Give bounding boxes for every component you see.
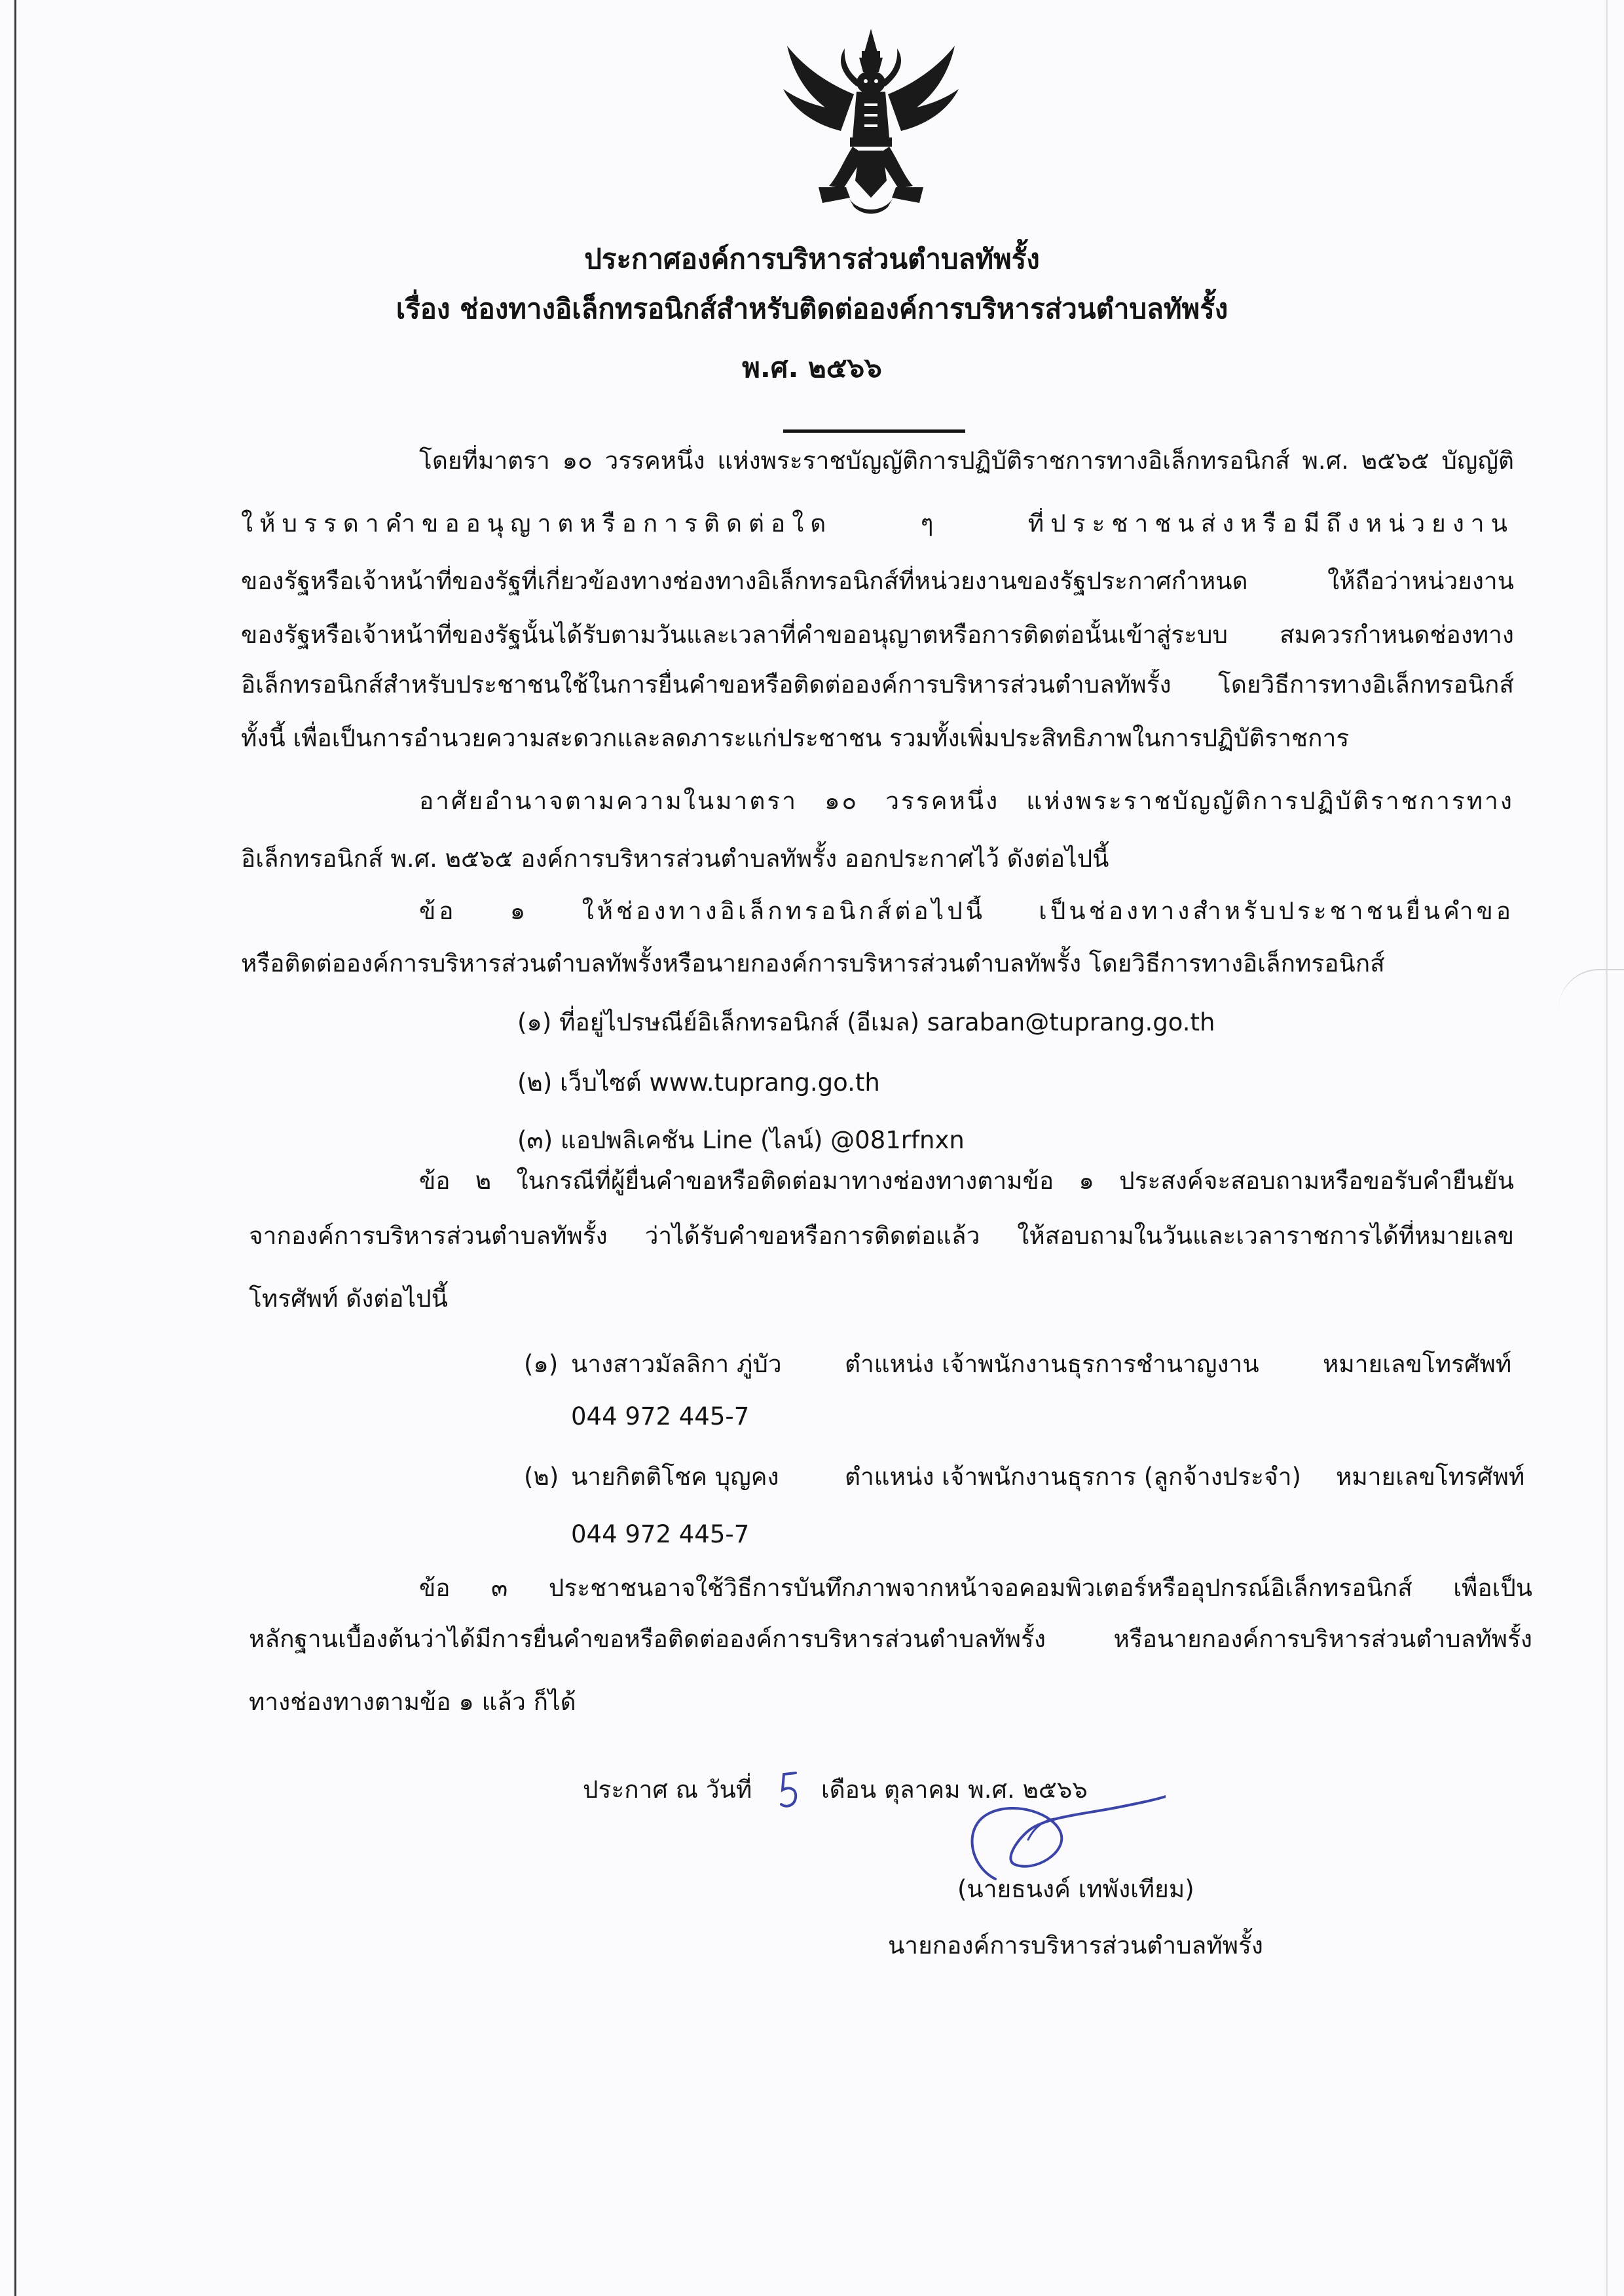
channel-website: (๒) เว็บไซต์ www.tuprang.go.th <box>517 1068 880 1097</box>
announcement-title: ประกาศองค์การบริหารส่วนตำบลทัพรั้ง <box>584 243 1040 275</box>
header-divider <box>783 429 965 433</box>
contact-2-name: นายกิตติโชค บุญคง <box>571 1463 779 1491</box>
clause-1-line-1: ข้อ ๑ ให้ช่องทางอิเล็กทรอนิกส์ต่อไปนี้ เป็นช่องทางสำหรับประชาชนยื่นคำขอ <box>419 897 1514 925</box>
channel-line: (๓) แอปพลิเคชัน Line (ไลน์) @081rfnxn <box>517 1126 965 1154</box>
announce-date-prefix: ประกาศ ณ วันที่ <box>583 1776 752 1804</box>
scan-edge-right <box>1606 0 1608 2296</box>
handwritten-day <box>776 1768 802 1813</box>
contact-1-position: ตำแหน่ง เจ้าพนักงานธุรการชำนาญงาน <box>845 1350 1259 1378</box>
channel-email: (๑) ที่อยู่ไปรษณีย์อิเล็กทรอนิกส์ (อีเมล) saraban@tuprang.go.th <box>517 1008 1215 1036</box>
preamble-line-1: โดยที่มาตรา ๑๐ วรรคหนึ่ง แห่งพระราชบัญญัติการปฏิบัติราชการทางอิเล็กทรอนิกส์ พ.ศ. ๒๕๖๕ บัญญัติ <box>419 446 1514 475</box>
signer-title: นายกองค์การบริหารส่วนตำบลทัพรั้ง <box>888 1931 1263 1959</box>
announce-date-suffix: เดือน ตุลาคม พ.ศ. ๒๕๖๖ <box>821 1776 1088 1804</box>
contact-1-phone: 044 972 445-7 <box>571 1402 750 1430</box>
preamble-line-5: อิเล็กทรอนิกส์สำหรับประชาชนใช้ในการยื่นคำขอหรือติดต่อองค์การบริหารส่วนตำบลทัพรั้ง โดยวิธีการทางอิเล็กทรอนิกส์ <box>241 670 1514 699</box>
contact-1-number: (๑) <box>524 1350 559 1378</box>
contact-1-name: นางสาวมัลลิกา ภู่บัว <box>571 1350 782 1378</box>
clause-2-line-2: จากองค์การบริหารส่วนตำบลทัพรั้ง ว่าได้รับคำขอหรือการติดต่อแล้ว ให้สอบถามในวันและเวลาราชการได้ที่หมายเลข <box>249 1222 1514 1250</box>
clause-3-line-1: ข้อ ๓ ประชาชนอาจใช้วิธีการบันทึกภาพจากหน้าจอคอมพิวเตอร์หรืออุปกรณ์อิเล็กทรอนิกส์ เพื่อเป็น <box>419 1574 1532 1602</box>
garuda-emblem-icon <box>773 26 969 216</box>
clause-2-line-1: ข้อ ๒ ในกรณีที่ผู้ยื่นคำขอหรือติดต่อมาทางช่องทางตามข้อ ๑ ประสงค์จะสอบถามหรือขอรับคำยืนยัน <box>419 1167 1514 1195</box>
clause-1-line-2: หรือติดต่อองค์การบริหารส่วนตำบลทัพรั้งหรือนายกองค์การบริหารส่วนตำบลทัพรั้ง โดยวิธีการทางอิเล็กทรอนิกส์ <box>241 949 1385 977</box>
preamble-line-3: ของรัฐหรือเจ้าหน้าที่ของรัฐที่เกี่ยวข้องทางช่องทางอิเล็กทรอนิกส์ที่หน่วยงานของรัฐประกาศกำหนด ให้ถือว่าหน่วยงาน <box>241 567 1514 595</box>
scan-edge-left <box>14 0 16 2296</box>
signature-icon <box>956 1787 1166 1886</box>
signer-name: (นายธนงค์ เทพังเทียม) <box>957 1875 1194 1903</box>
page-fold-mark <box>1559 969 1624 1010</box>
contact-1-phone-label: หมายเลขโทรศัพท์ <box>1323 1350 1512 1378</box>
clause-3-line-2: หลักฐานเบื้องต้นว่าได้มีการยื่นคำขอหรือติดต่อองค์การบริหารส่วนตำบลทัพรั้ง หรือนายกองค์การบริหารส่วนตำบลทัพรั้ง <box>249 1625 1532 1653</box>
preamble-line-6: ทั้งนี้ เพื่อเป็นการอำนวยความสะดวกและลดภาระแก่ประชาชน รวมทั้งเพิ่มประสิทธิภาพในการปฏิบัติราชการ <box>241 724 1350 752</box>
authority-line-1: อาศัยอำนาจตามความในมาตรา ๑๐ วรรคหนึ่ง แห่งพระราชบัญญัติการปฏิบัติราชการทาง <box>419 787 1514 815</box>
preamble-line-2: ให้บรรดาคำขออนุญาตหรือการติดต่อใด ๆ ที่ประชาชนส่งหรือมีถึงหน่วยงาน <box>241 509 1514 538</box>
clause-2-line-3: โทรศัพท์ ดังต่อไปนี้ <box>249 1285 448 1313</box>
contact-2-position: ตำแหน่ง เจ้าพนักงานธุรการ (ลูกจ้างประจำ) <box>845 1463 1301 1491</box>
contact-2-phone-label: หมายเลขโทรศัพท์ <box>1336 1463 1525 1491</box>
clause-3-line-3: ทางช่องทางตามข้อ ๑ แล้ว ก็ได้ <box>249 1688 576 1716</box>
preamble-line-4: ของรัฐหรือเจ้าหน้าที่ของรัฐนั้นได้รับตามวันและเวลาที่คำขออนุญาตหรือการติดต่อนั้นเข้าสู่ระบบ สมควรกำหนดช่องทาง <box>241 621 1514 649</box>
announcement-year: พ.ศ. ๒๕๖๖ <box>742 352 882 384</box>
contact-2-phone: 044 972 445-7 <box>571 1520 750 1548</box>
contact-2-number: (๒) <box>524 1463 559 1491</box>
authority-line-2: อิเล็กทรอนิกส์ พ.ศ. ๒๕๖๕ องค์การบริหารส่วนตำบลทัพรั้ง ออกประกาศไว้ ดังต่อไปนี้ <box>241 845 1109 873</box>
announcement-subject: เรื่อง ช่องทางอิเล็กทรอนิกส์สำหรับติดต่อองค์การบริหารส่วนตำบลทัพรั้ง <box>396 293 1228 325</box>
